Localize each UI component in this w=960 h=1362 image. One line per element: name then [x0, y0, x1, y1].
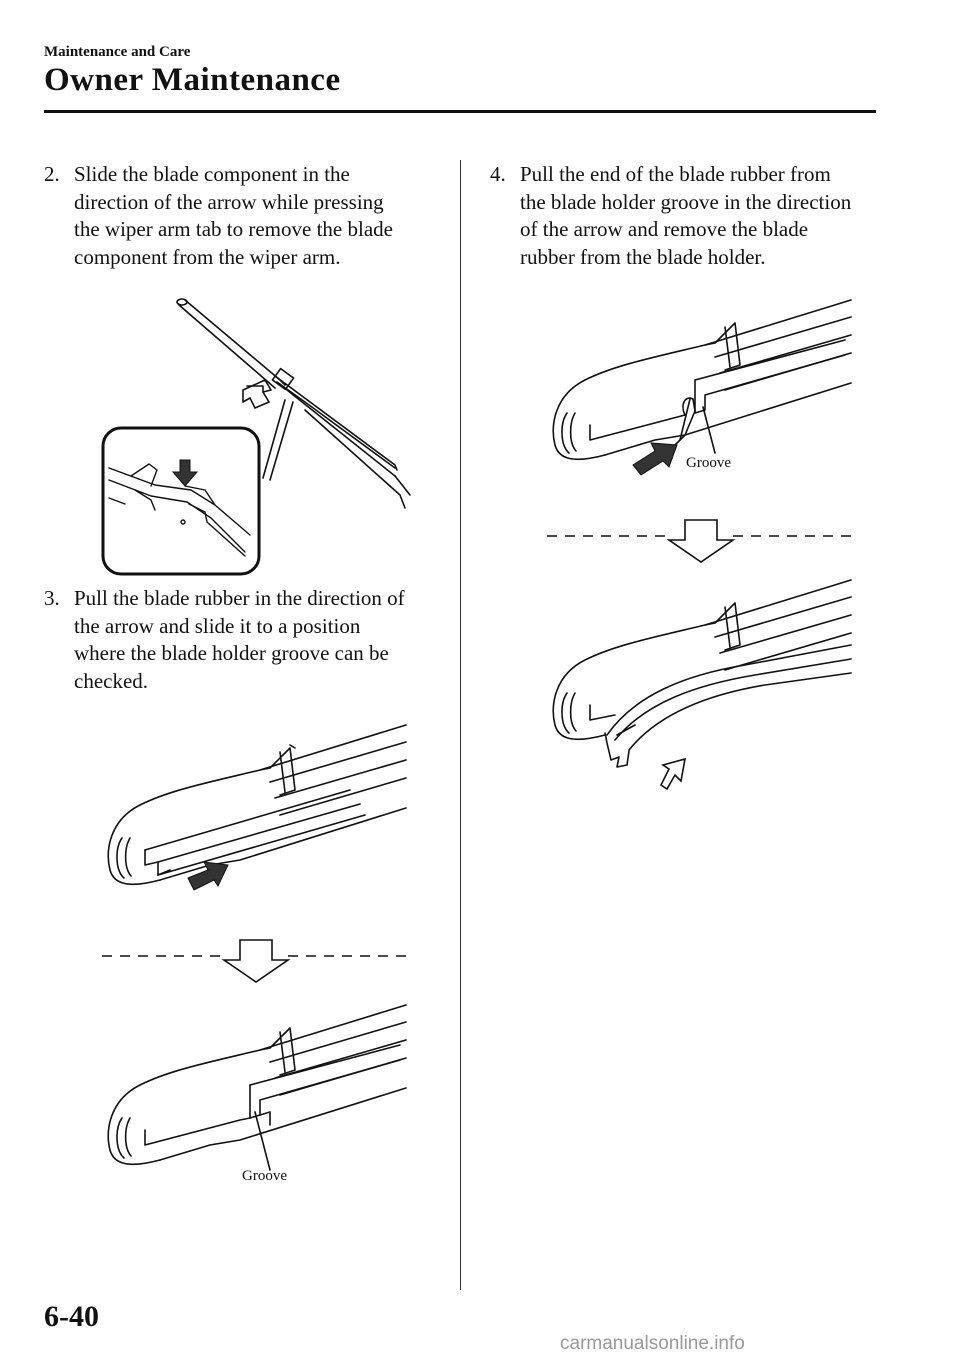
step-line: the arrow and slide it to a position	[74, 613, 361, 638]
page-number: 6-40	[44, 1300, 99, 1333]
figure-step3-pull-rubber	[100, 720, 410, 900]
page-title: Owner Maintenance	[44, 62, 341, 98]
step-text	[74, 161, 393, 271]
step-line: Pull the end of the blade rubber from	[520, 162, 831, 186]
step-number: 4.	[490, 162, 506, 186]
step-3	[44, 585, 454, 700]
step-4	[490, 161, 900, 276]
step-line: rubber from the blade holder.	[520, 244, 766, 269]
watermark: carmanualsonline.info	[560, 1333, 745, 1354]
step-text	[520, 161, 851, 271]
step-2	[44, 161, 454, 276]
step-line: Pull the blade rubber in the direction of	[74, 586, 405, 610]
step-line: component from the wiper arm.	[74, 244, 341, 269]
column-divider	[460, 160, 461, 1290]
step-line: of the arrow and remove the blade	[520, 217, 809, 241]
step-number: 2.	[44, 162, 60, 186]
groove-label: Groove	[686, 455, 731, 471]
figure-step4-separator	[545, 518, 855, 566]
figure-step3-groove-visible	[100, 1000, 410, 1180]
step-number: 3.	[44, 586, 60, 610]
title-rule	[44, 110, 876, 113]
figure-step3-separator	[100, 938, 410, 986]
groove-label: Groove	[242, 1168, 287, 1184]
step-line: direction of the arrow while pressing	[74, 189, 384, 214]
step-line: where the blade holder groove can be	[74, 641, 389, 665]
figure-step4-rubber-removed	[545, 575, 855, 790]
step-line: the blade holder groove in the direction	[520, 189, 852, 214]
step-line: checked.	[74, 668, 149, 693]
step-text	[74, 585, 405, 695]
section-header: Maintenance and Care	[44, 44, 191, 60]
step-line: Slide the blade component in the	[74, 162, 350, 186]
figure-wiper-arm-removal	[95, 290, 415, 580]
step-line: the wiper arm tab to remove the blade	[74, 217, 393, 241]
